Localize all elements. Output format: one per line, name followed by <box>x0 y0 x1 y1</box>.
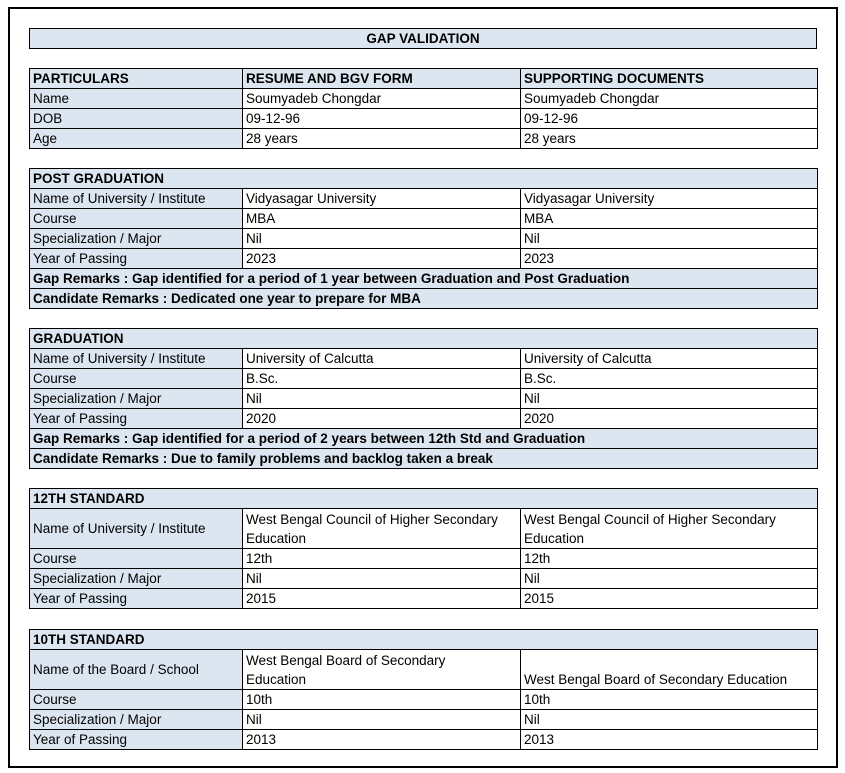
cell-value: MBA <box>521 209 818 229</box>
cell-value: Vidyasagar University <box>521 189 818 209</box>
cell-value: 2013 <box>243 730 521 750</box>
cell-value: University of Calcutta <box>243 349 521 369</box>
col-header-resume: RESUME AND BGV FORM <box>243 69 521 89</box>
table-row <box>30 249 818 269</box>
row-label: Course <box>30 369 243 389</box>
table-row <box>30 730 818 750</box>
cell-value: 09-12-96 <box>521 109 818 129</box>
col-header-particulars: PARTICULARS <box>30 69 243 89</box>
cell-value: 12th <box>243 549 521 569</box>
cell-value: Nil <box>521 710 818 730</box>
cell-value: Vidyasagar University <box>243 189 521 209</box>
title-table <box>29 28 817 49</box>
gap-remarks: Gap Remarks : Gap identified for a period of 2 years between 12th Std and Graduation <box>30 429 818 449</box>
row-label: Year of Passing <box>30 730 243 750</box>
post-graduation-table <box>29 168 818 309</box>
table-row <box>30 209 818 229</box>
cell-value: 10th <box>521 690 818 710</box>
row-label: Name of the Board / School <box>30 650 243 690</box>
row-label: Specialization / Major <box>30 229 243 249</box>
row-label: Age <box>30 129 243 149</box>
table-row <box>30 569 818 589</box>
particulars-table <box>29 68 818 149</box>
row-label: Name of University / Institute <box>30 189 243 209</box>
table-row <box>30 389 818 409</box>
row-label: Year of Passing <box>30 589 243 609</box>
candidate-remarks: Candidate Remarks : Due to family problems and backlog taken a break <box>30 449 818 469</box>
table-row <box>30 710 818 730</box>
cell-value: MBA <box>243 209 521 229</box>
cell-value: Nil <box>243 569 521 589</box>
row-label: Name of University / Institute <box>30 509 243 549</box>
row-label: DOB <box>30 109 243 129</box>
cell-value: West Bengal Board of Secondary Education <box>521 650 818 690</box>
section-heading: POST GRADUATION <box>30 169 818 189</box>
row-label: Course <box>30 549 243 569</box>
cell-value: 2015 <box>521 589 818 609</box>
cell-value: 2023 <box>243 249 521 269</box>
cell-value: 28 years <box>243 129 521 149</box>
row-label: Year of Passing <box>30 249 243 269</box>
cell-value: 12th <box>521 549 818 569</box>
table-row <box>30 650 818 690</box>
gap-remarks: Gap Remarks : Gap identified for a period of 1 year between Graduation and Post Graduation <box>30 269 818 289</box>
cell-value: 09-12-96 <box>243 109 521 129</box>
cell-value: 2015 <box>243 589 521 609</box>
cell-value: West Bengal Council of Higher Secondary Education <box>521 509 818 549</box>
cell-value: West Bengal Council of Higher Secondary Education <box>243 509 521 549</box>
table-row <box>30 589 818 609</box>
cell-value: West Bengal Board of Secondary Education <box>243 650 521 690</box>
section-heading: GRADUATION <box>30 329 818 349</box>
table-row <box>30 690 818 710</box>
row-label: Specialization / Major <box>30 710 243 730</box>
cell-value: B.Sc. <box>243 369 521 389</box>
table-row <box>30 509 818 549</box>
row-label: Course <box>30 209 243 229</box>
table-row <box>30 189 818 209</box>
table-row <box>30 109 818 129</box>
cell-value: Soumyadeb Chongdar <box>243 89 521 109</box>
cell-value: 2023 <box>521 249 818 269</box>
row-label: Specialization / Major <box>30 569 243 589</box>
cell-value: Nil <box>243 229 521 249</box>
cell-value: Nil <box>243 710 521 730</box>
row-label: Name <box>30 89 243 109</box>
row-label: Course <box>30 690 243 710</box>
section-heading: 10TH STANDARD <box>30 630 818 650</box>
graduation-table <box>29 328 818 469</box>
cell-value: Nil <box>521 389 818 409</box>
cell-value: 28 years <box>521 129 818 149</box>
row-label: Specialization / Major <box>30 389 243 409</box>
table-row <box>30 349 818 369</box>
table-row <box>30 89 818 109</box>
table-row <box>30 549 818 569</box>
cell-value: 2020 <box>521 409 818 429</box>
page-title: GAP VALIDATION <box>30 29 817 49</box>
row-label: Name of University / Institute <box>30 349 243 369</box>
candidate-remarks: Candidate Remarks : Dedicated one year to prepare for MBA <box>30 289 818 309</box>
cell-value: Soumyadeb Chongdar <box>521 89 818 109</box>
table-row <box>30 369 818 389</box>
cell-value: Nil <box>243 389 521 409</box>
cell-value: Nil <box>521 229 818 249</box>
col-header-documents: SUPPORTING DOCUMENTS <box>521 69 818 89</box>
table-row <box>30 129 818 149</box>
cell-value: B.Sc. <box>521 369 818 389</box>
row-label: Year of Passing <box>30 409 243 429</box>
section-heading: 12TH STANDARD <box>30 489 818 509</box>
cell-value: 2013 <box>521 730 818 750</box>
cell-value: University of Calcutta <box>521 349 818 369</box>
twelfth-standard-table <box>29 488 818 609</box>
tenth-standard-table <box>29 629 818 750</box>
cell-value: 10th <box>243 690 521 710</box>
table-row <box>30 229 818 249</box>
cell-value: Nil <box>521 569 818 589</box>
table-row <box>30 409 818 429</box>
cell-value: 2020 <box>243 409 521 429</box>
